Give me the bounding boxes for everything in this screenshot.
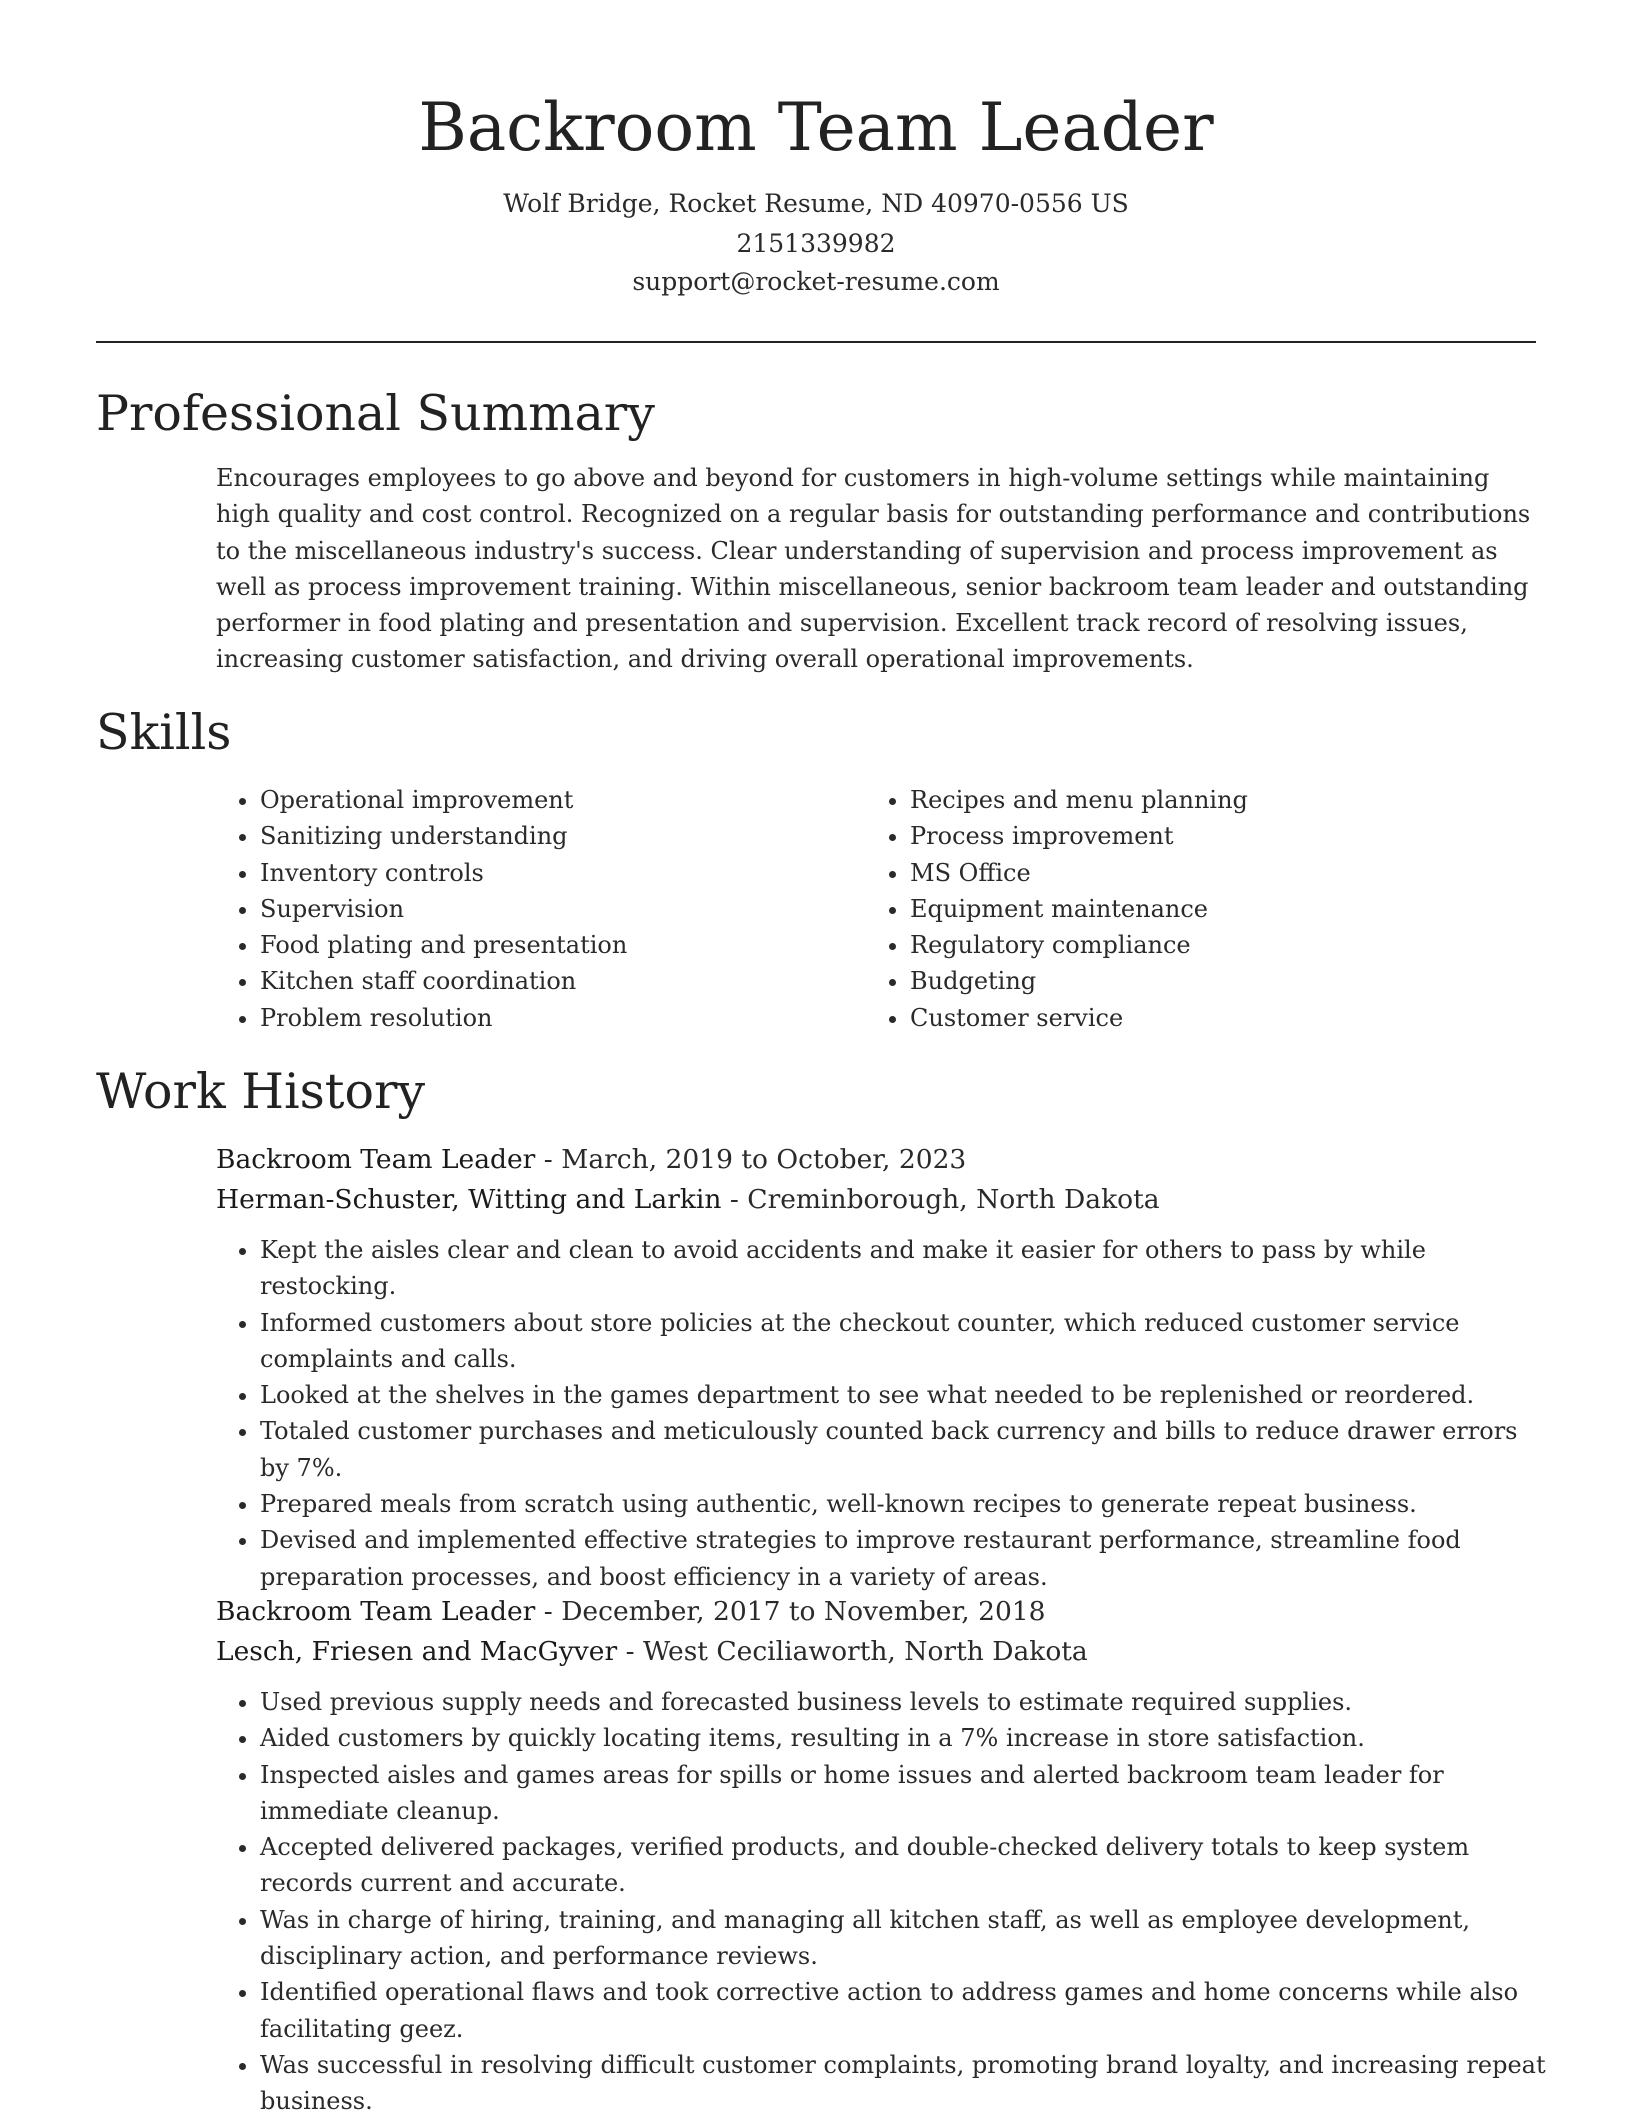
job-company-line xyxy=(216,1632,1546,1672)
job-title: Backroom Team Leader xyxy=(216,1596,536,1627)
skill-item: • Operational improvement xyxy=(260,782,880,818)
job-location: Creminborough, North Dakota xyxy=(747,1184,1160,1215)
skill-item: • Problem resolution xyxy=(260,1000,880,1036)
job-duties xyxy=(216,1684,1546,2120)
skill-item: • Budgeting xyxy=(910,963,1570,999)
job-title-line xyxy=(216,1592,1546,1632)
duty-item: • Inspected aisles and games areas for spills or home issues and alerted backroom team leader for immediate cleanup. xyxy=(260,1757,1546,1830)
contact-email: support@rocket-resume.com xyxy=(632,267,1000,296)
header-divider xyxy=(96,341,1536,343)
skill-item: • Recipes and menu planning xyxy=(910,782,1570,818)
section-title-skills: Skills xyxy=(96,704,232,761)
job-entry xyxy=(216,1592,1546,2120)
job-dates: December, 2017 to November, 2018 xyxy=(561,1596,1046,1627)
duty-item: • Was successful in resolving difficult customer complaints, promoting brand loyalty, and increasing repeat business. xyxy=(260,2047,1546,2120)
job-company: Lesch, Friesen and MacGyver xyxy=(216,1636,618,1667)
separator: - xyxy=(625,1636,643,1667)
skill-item: • Regulatory compliance xyxy=(910,927,1570,963)
job-location: West Ceciliaworth, North Dakota xyxy=(642,1636,1088,1667)
job-company: Herman-Schuster, Witting and Larkin xyxy=(216,1184,722,1215)
skill-item: • Sanitizing understanding xyxy=(260,818,880,854)
resume-header xyxy=(96,80,1536,302)
contact-phone: 2151339982 xyxy=(736,229,896,258)
job-entry xyxy=(216,1140,1546,1595)
skill-item: • Customer service xyxy=(910,1000,1570,1036)
skill-item: • Inventory controls xyxy=(260,855,880,891)
skill-item: • Process improvement xyxy=(910,818,1570,854)
skill-item: • Equipment maintenance xyxy=(910,891,1570,927)
section-title-work-history: Work History xyxy=(96,1063,426,1120)
job-duties xyxy=(216,1232,1546,1595)
skill-item: • Kitchen staff coordination xyxy=(260,963,880,999)
job-title: Backroom Team Leader xyxy=(216,1144,536,1175)
duty-item: • Devised and implemented effective strategies to improve restaurant performance, streamline food preparation processes, and boost efficiency in a variety of areas. xyxy=(260,1522,1546,1595)
duty-item: • Kept the aisles clear and clean to avoid accidents and make it easier for others to pass by while restocking. xyxy=(260,1232,1546,1305)
candidate-name: Backroom Team Leader xyxy=(418,89,1214,166)
duty-item: • Was in charge of hiring, training, and managing all kitchen staff, as well as employee development, disciplinary action, and performance reviews. xyxy=(260,1902,1546,1975)
duty-item: • Prepared meals from scratch using authentic, well-known recipes to generate repeat business. xyxy=(260,1486,1546,1522)
duty-item: • Accepted delivered packages, verified products, and double-checked delivery totals to keep system records current and accurate. xyxy=(260,1829,1546,1902)
duty-item: • Used previous supply needs and forecasted business levels to estimate required supplies. xyxy=(260,1684,1546,1720)
contact-address: Wolf Bridge, Rocket Resume, ND 40970-0556 US xyxy=(503,189,1129,218)
duty-item: • Totaled customer purchases and meticulously counted back currency and bills to reduce drawer errors by 7%. xyxy=(260,1413,1546,1486)
summary-text: Encourages employees to go above and beyond for customers in high-volume settings while maintaining high quality and cost control. Recognized on a regular basis for outstanding performance and contributions to the miscellaneous industry's success. Clear understanding of supervision and process improvement as well as process improvement training. Within miscellaneous, senior backroom team leader and outstanding performer in food plating and presentation and supervision. Excellent track record of resolving issues, increasing customer satisfaction, and driving overall operational improvements. xyxy=(216,464,1531,674)
duty-item: • Aided customers by quickly locating items, resulting in a 7% increase in store satisfaction. xyxy=(260,1720,1546,1756)
duty-item: • Identified operational flaws and took corrective action to address games and home concerns while also facilitating geez. xyxy=(260,1974,1546,2047)
job-dates: March, 2019 to October, 2023 xyxy=(561,1144,967,1175)
job-company-line xyxy=(216,1180,1546,1220)
skills-list-left xyxy=(216,782,880,1036)
separator: - xyxy=(543,1596,562,1627)
skill-item: • MS Office xyxy=(910,855,1570,891)
separator: - xyxy=(543,1144,562,1175)
duty-item: • Looked at the shelves in the games department to see what needed to be replenished or reordered. xyxy=(260,1377,1546,1413)
skill-item: • Supervision xyxy=(260,891,880,927)
job-title-line xyxy=(216,1140,1546,1180)
skill-item: • Food plating and presentation xyxy=(260,927,880,963)
section-title-summary: Professional Summary xyxy=(96,385,655,442)
duty-item: • Informed customers about store policies at the checkout counter, which reduced customer service complaints and calls. xyxy=(260,1305,1546,1378)
skills-list-right xyxy=(866,782,1570,1036)
separator: - xyxy=(729,1184,748,1215)
